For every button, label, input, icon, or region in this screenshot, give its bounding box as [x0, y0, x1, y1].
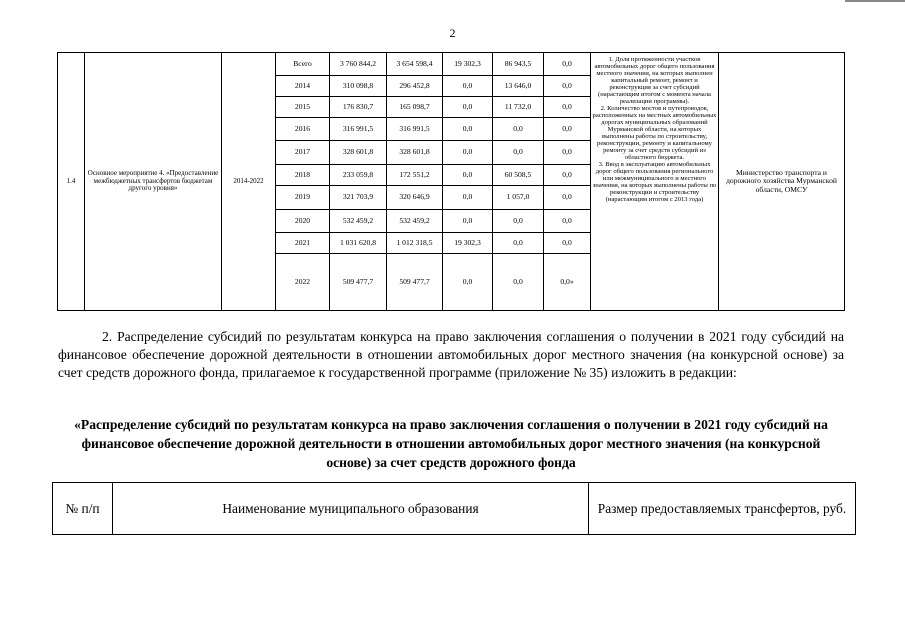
amount-cell: 3 654 598,4	[387, 53, 443, 76]
amount-cell: 1 012 318,5	[387, 233, 443, 254]
year-cell: 2020	[276, 210, 330, 233]
amount-cell: 0,0	[493, 210, 544, 233]
amount-cell: 0,0	[544, 118, 591, 141]
amount-cell: 86 943,5	[493, 53, 544, 76]
amount-cell: 176 830,7	[330, 97, 387, 118]
amount-cell: 316 991,5	[330, 118, 387, 141]
indicator-item: 1. Доля протяженности участков автомобильных дорог общего пользования местного значения, на которых выполнен капитальный ремонт, ремонт и реконструкция за счет субсидий (нарастающим итогом с момента начала реализации программы).	[594, 56, 715, 105]
executor-cell: Министерство транспорта и дорожного хозяйства Мурманской области, ОМСУ	[719, 53, 845, 311]
year-cell: 2021	[276, 233, 330, 254]
amount-cell: 509 477,7	[387, 254, 443, 311]
appendix-heading: «Распределение субсидий по результатам конкурса на право заключения соглашения о получении в 2021 году субсидий на финансовое обеспечение дорожной деятельности в отношении автомобильных дорог местного значения (на конкурсной основе) за счет средств дорожного фонда	[74, 417, 828, 470]
scan-edge-mark	[845, 0, 905, 2]
amount-cell: 0,0	[443, 210, 493, 233]
amount-cell: 316 991,5	[387, 118, 443, 141]
amount-cell: 0,0	[493, 141, 544, 165]
indicator-item: 3. Ввод в эксплуатацию автомобильных дорог общего пользования регионального или межмуниципального и местного значения, на которых выполнены работы по реконструкции и строительству (нарастающим итогом с 2013 года)	[592, 160, 717, 203]
amount-cell: 11 732,0	[493, 97, 544, 118]
amount-cell: 320 646,9	[387, 186, 443, 210]
amount-cell: 172 551,2	[387, 165, 443, 186]
period-cell: 2014-2022	[222, 53, 276, 311]
amount-cell: 509 477,7	[330, 254, 387, 311]
amount-cell: 0,0	[443, 165, 493, 186]
amount-cell: 0,0	[443, 141, 493, 165]
amount-cell: 0,0	[493, 254, 544, 311]
amount-cell: 0,0	[493, 118, 544, 141]
amount-cell: 165 098,7	[387, 97, 443, 118]
col-name-header: Наименование муниципального образования	[113, 483, 589, 535]
amount-cell: 19 302,3	[443, 233, 493, 254]
page-number: 2	[449, 26, 456, 40]
program-row	[58, 53, 845, 76]
amendment-paragraph: 2. Распределение субсидий по результатам конкурса на право заключения соглашения о получении в 2021 году субсидий на финансовое обеспечение дорожной деятельности в отношении автомобильных дорог местного значения (на конкурсной основе) за счет средств дорожного фонда, прилагаемое к государственной программе (приложение № 35) изложить в редакции:	[58, 329, 844, 380]
amount-cell: 310 098,8	[330, 76, 387, 97]
amount-cell: 0,0	[544, 210, 591, 233]
amount-cell: 321 703,9	[330, 186, 387, 210]
amount-cell: 328 601,8	[330, 141, 387, 165]
year-cell: 2016	[276, 118, 330, 141]
amount-cell: 0,0	[443, 97, 493, 118]
amount-cell: 328 601,8	[387, 141, 443, 165]
col-number-header: № п/п	[53, 483, 113, 535]
indicators-cell	[591, 53, 719, 311]
amount-cell: 0,0	[544, 233, 591, 254]
amount-cell: 0,0	[544, 53, 591, 76]
amount-cell: 0,0	[443, 118, 493, 141]
amount-cell: 0,0	[544, 76, 591, 97]
year-cell: 2014	[276, 76, 330, 97]
year-cell: 2019	[276, 186, 330, 210]
amount-cell: 0,0	[443, 76, 493, 97]
amount-cell: 3 760 844,2	[330, 53, 387, 76]
amount-cell: 0,0	[544, 165, 591, 186]
amount-cell: 13 646,0	[493, 76, 544, 97]
amount-cell: 0,0	[544, 141, 591, 165]
year-cell: 2018	[276, 165, 330, 186]
amount-cell: 296 452,8	[387, 76, 443, 97]
row-number-cell: 1.4	[58, 53, 85, 311]
year-cell: Всего	[276, 53, 330, 76]
year-cell: 2015	[276, 97, 330, 118]
distribution-header-row	[53, 483, 856, 535]
amount-cell: 0,0»	[544, 254, 591, 311]
amount-cell: 60 508,5	[493, 165, 544, 186]
col-amount-header: Размер предоставляемых трансфертов, руб.	[589, 483, 856, 535]
amount-cell: 19 302,3	[443, 53, 493, 76]
year-cell: 2022	[276, 254, 330, 311]
amount-cell: 0,0	[443, 186, 493, 210]
amount-cell: 1 057,0	[493, 186, 544, 210]
program-table	[57, 52, 845, 311]
year-cell: 2017	[276, 141, 330, 165]
indicator-item: 2. Количество мостов и путепроводов, расположенных на местных автомобильных дорогах муниципальных образований Мурманской области, на которых выполнены работы по строительству, реконструкции, ремонту и капитальному ремонту за счет средств субсидий из областного бюджета.	[592, 104, 717, 161]
amount-cell: 233 059,8	[330, 165, 387, 186]
distribution-table	[52, 482, 856, 535]
measure-cell: Основное мероприятие 4. «Предоставление межбюджетных трансфертов бюджетам другого уровня»	[85, 53, 222, 311]
amount-cell: 532 459,2	[387, 210, 443, 233]
amount-cell: 0,0	[493, 233, 544, 254]
amount-cell: 1 031 620,8	[330, 233, 387, 254]
amount-cell: 532 459,2	[330, 210, 387, 233]
amount-cell: 0,0	[544, 186, 591, 210]
amount-cell: 0,0	[544, 97, 591, 118]
amount-cell: 0,0	[443, 254, 493, 311]
